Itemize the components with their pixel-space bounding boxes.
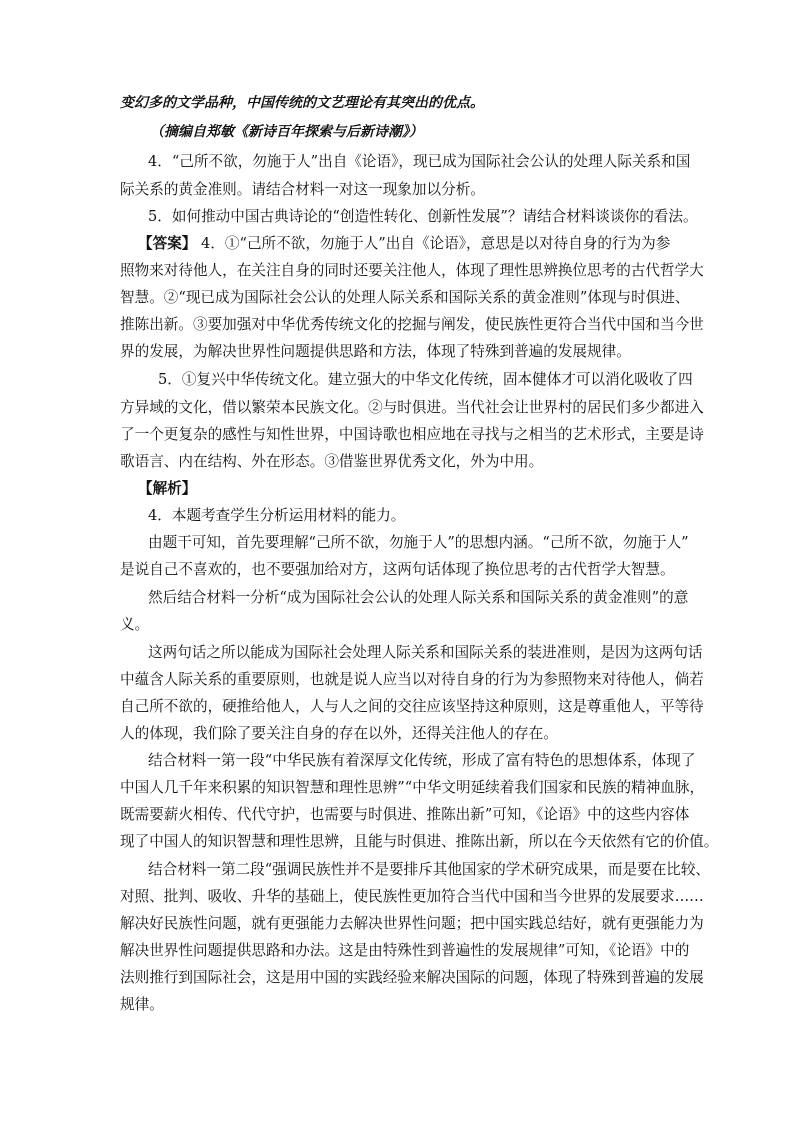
analysis-line: 中蕴含人际关系的重要原则，也就是说人应当以对待自身的行为为参照物来对待他人，倘若	[120, 671, 704, 688]
analysis-line: 解决世界性问题提供思路和办法。这是由特殊性到普遍性的发展规律”可知，《论语》中的	[120, 942, 690, 959]
answer-4-line: 照物来对待他人，在关注自身的同时还要关注他人，体现了理性思辨换位思考的古代哲学大	[120, 262, 704, 279]
analysis-line: 人的体现，我们除了要关注自身的存在以外，还得关注他人的存在。	[120, 725, 558, 742]
material-source: （摘编自郑敏《新诗百年探索与后新诗潮》）	[150, 124, 423, 140]
analysis-label: 【解析】	[138, 480, 197, 497]
analysis-line: 然后结合材料一分析“成为国际社会公认的处理人际关系和国际关系的黄金准则”的意	[148, 589, 689, 606]
analysis-line: 由题干可知，首先要理解“己所不欲，勿施于人”的思想内涵。“己所不欲，勿施于人”	[148, 534, 689, 551]
analysis-line: 对照、批判、吸收、升华的基础上，使民族性更加符合当代中国和当今世界的发展要求……	[120, 888, 704, 905]
analysis-line: 结合材料一第一段“中华民族有着深厚文化传统，形成了富有特色的思想体系，体现了	[148, 752, 696, 769]
analysis-line: 现了中国人的知识智慧和理性思辨，且能与时俱进、推陈出新，所以在今天依然有它的价值。	[120, 833, 719, 850]
analysis-line: 是说自己不喜欢的，也不要强加给对方，这两句话体现了换位思考的古代哲学大智慧。	[120, 561, 675, 578]
analysis-line: 法则推行到国际社会，这是用中国的实践经验来解决国际的问题，体现了特殊到普遍的发展	[120, 969, 704, 986]
analysis-line: 结合材料一第二段“强调民族性并不是要排斥其他国家的学术研究成果，而是要在比较、	[148, 861, 711, 878]
answer-4-line: 推陈出新。③要加强对中华优秀传统文化的挖掘与阐发，使民族性更符合当代中国和当今世	[120, 316, 704, 333]
material-text-line: 变幻多的文学品种，中国传统的文艺理论有其突出的优点。	[120, 95, 484, 111]
analysis-line: 解决好民族性问题，就有更强能力去解决世界性问题；把中国实践总结好，就有更强能力为	[120, 915, 704, 932]
answer-4-line: 界的发展，为解决世界性问题提供思路和方法，体现了特殊到普遍的发展规律。	[120, 343, 631, 360]
question-5: 5．如何推动中国古典诗论的“创造性转化、创新性发展”？请结合材料谈谈你的看法。	[148, 208, 698, 225]
question-4-line-1: 4．“己所不欲，勿施于人”出自《论语》，现已成为国际社会公认的处理人际关系和国	[148, 153, 691, 170]
analysis-line: 4．本题考查学生分析运用材料的能力。	[148, 507, 406, 524]
analysis-line: 这两句话之所以能成为国际社会处理人际关系和国际关系的装进准则，是因为这两句话	[148, 644, 703, 661]
analysis-line: 既需要薪火相传、代代守护，也需要与时俱进、推陈出新”可知，《论语》中的这些内容体	[120, 806, 690, 823]
answer-5-line: 了一个更复杂的感性与知性世界，中国诗歌也相应地在寻找与之相当的艺术形式，主要是诗	[120, 426, 704, 443]
answer-4-line: 4．①“己所不欲，勿施于人”出自《论语》，意思是以对待自身的行为为参	[201, 235, 671, 252]
answer-5-line: 方异域的文化，借以繁荣本民族文化。②与时俱进。当代社会让世界村的居民们多少都进入	[120, 399, 704, 416]
question-4-line-2: 际关系的黄金准则。请结合材料一对这一现象加以分析。	[120, 181, 485, 198]
analysis-line: 义。	[120, 616, 150, 633]
answer-label: 【答案】	[138, 235, 197, 252]
answer-block-first-line	[138, 234, 670, 254]
analysis-line: 规律。	[120, 996, 164, 1013]
analysis-line: 自己所不欲的，硬推给他人，人与人之间的交往应该坚持这种原则，这是尊重他人，平等待	[120, 698, 704, 715]
answer-5-line: 歌语言、内在结构、外在形态。③借鉴世界优秀文化，外为中用。	[120, 453, 544, 470]
answer-5-line: 5．①复兴中华传统文化。建立强大的中华文化传统，固本健体才可以消化吸收了四	[158, 371, 693, 388]
analysis-line: 中国人几千年来积累的知识智慧和理性思辨”“中华文明延续着我们国家和民族的精神血脉，	[120, 779, 705, 796]
answer-4-line: 智慧。②“现已成为国际社会公认的处理人际关系和国际关系的黄金准则”体现与时俱进、	[120, 289, 690, 306]
